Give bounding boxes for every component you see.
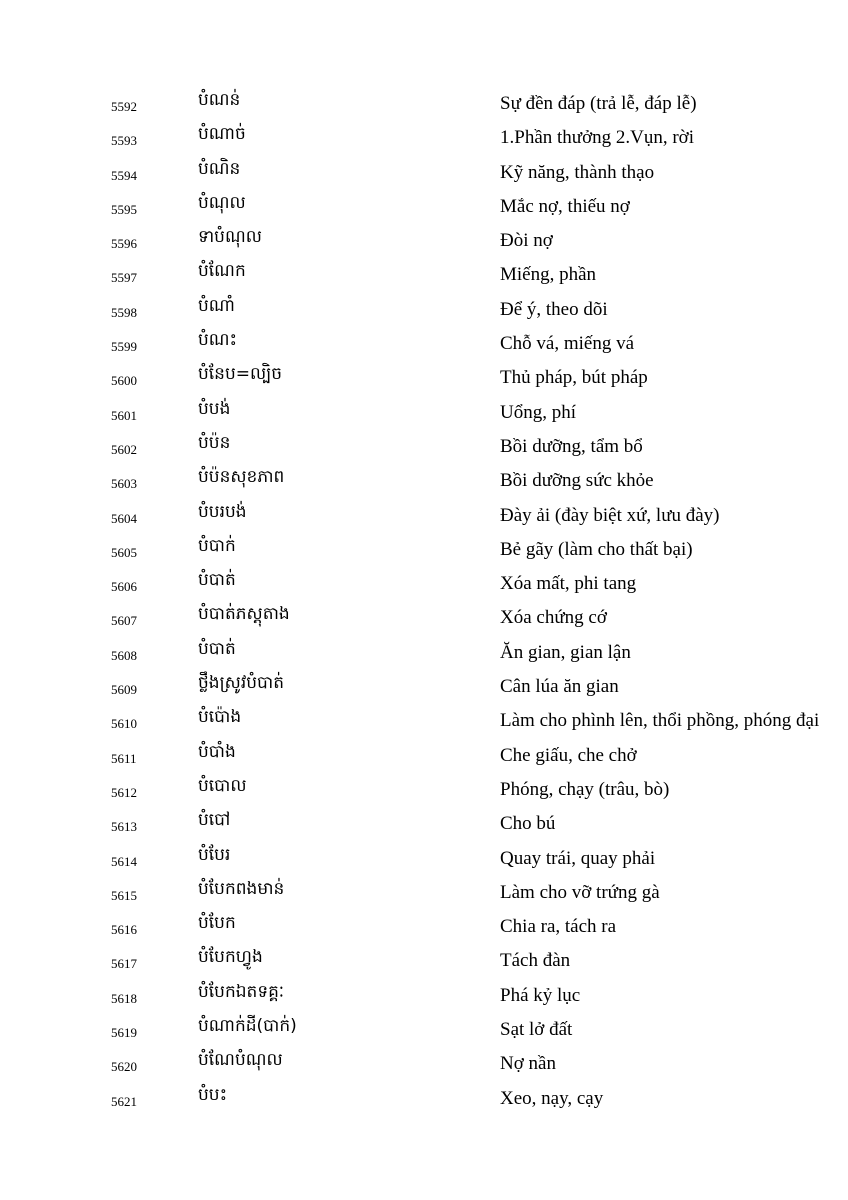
entry-row — [0, 122, 848, 156]
entry-row — [0, 431, 848, 465]
khmer-term: បំបាត់ — [198, 570, 236, 591]
entry-number: 5609 — [111, 682, 137, 698]
vietnamese-translation: Quay trái, quay phải — [500, 847, 656, 869]
khmer-term: បំណែបំណុល — [198, 1050, 283, 1071]
khmer-term: បំបាត់ — [198, 638, 236, 659]
entry-row — [0, 534, 848, 568]
entry-number: 5600 — [111, 373, 137, 389]
vietnamese-translation: Che giấu, che chở — [500, 744, 637, 766]
khmer-term: បំបែកពងមាន់ — [198, 878, 285, 899]
entry-number: 5618 — [111, 990, 137, 1006]
vietnamese-translation: Sự đền đáp (trả lễ, đáp lễ) — [500, 93, 697, 114]
entry-number: 5615 — [111, 887, 137, 903]
entry-row — [0, 808, 848, 842]
khmer-term: បំណន់ — [198, 90, 241, 110]
vietnamese-translation: Nợ nần — [500, 1053, 556, 1075]
vietnamese-translation: 1.Phần thưởng 2.Vụn, rời — [500, 127, 694, 149]
vietnamese-translation: Bồi dưỡng sức khỏe — [500, 470, 654, 492]
entry-row — [0, 294, 848, 328]
entry-number: 5592 — [111, 99, 137, 114]
vietnamese-translation: Cho bú — [500, 813, 556, 835]
entry-row — [0, 843, 848, 877]
entry-row — [0, 945, 848, 979]
entry-row — [0, 877, 848, 911]
entry-number: 5599 — [111, 339, 137, 355]
khmer-term: បំបែកហ្វូង — [198, 947, 263, 968]
entry-number: 5593 — [111, 133, 137, 149]
vietnamese-translation: Ăn gian, gian lận — [500, 641, 631, 663]
vietnamese-translation: Cân lúa ăn gian — [500, 676, 619, 698]
entry-row — [0, 397, 848, 431]
khmer-term: បំនែប=ល្បិច — [198, 364, 283, 385]
entry-row — [0, 980, 848, 1014]
vietnamese-translation: Xóa chứng cớ — [500, 607, 607, 629]
vietnamese-translation: Kỹ năng, thành thạo — [500, 161, 655, 183]
khmer-term: ទាបំណុល — [198, 227, 262, 248]
entry-row — [0, 602, 848, 636]
entry-number: 5598 — [111, 304, 137, 320]
khmer-term: បំបាត់ភស្តុតាង — [198, 604, 290, 625]
khmer-term: បំណិន — [198, 158, 241, 179]
vietnamese-translation: Làm cho vỡ trứng gà — [500, 881, 660, 903]
entry-row — [0, 500, 848, 534]
khmer-term: បំបាំង — [198, 741, 236, 762]
khmer-term: ថ្លឹងស្រូវបំបាត់ — [198, 673, 284, 694]
vietnamese-translation: Bồi dưỡng, tẩm bổ — [500, 435, 643, 457]
entry-row — [0, 774, 848, 808]
entry-number: 5596 — [111, 236, 137, 252]
khmer-term: បំបៅ — [198, 810, 231, 831]
entry-row — [0, 740, 848, 774]
vietnamese-translation: Thủ pháp, bút pháp — [500, 367, 648, 389]
khmer-term: បំបង់ — [198, 398, 231, 419]
entry-number: 5620 — [111, 1059, 137, 1075]
entry-number: 5621 — [111, 1093, 137, 1109]
entry-number: 5603 — [111, 476, 137, 492]
entry-row — [0, 1014, 848, 1048]
vietnamese-translation: Mắc nợ, thiếu nợ — [500, 195, 630, 217]
vietnamese-translation: Bẻ gãy (làm cho thất bại) — [500, 538, 693, 560]
entry-row — [0, 1048, 848, 1082]
vietnamese-translation: Phóng, chạy (trâu, bò) — [500, 778, 670, 800]
vietnamese-translation: Miếng, phần — [500, 264, 597, 286]
entry-row — [0, 157, 848, 191]
vietnamese-translation: Đày ải (đày biệt xứ, lưu đày) — [500, 504, 720, 526]
entry-row — [0, 225, 848, 259]
entry-number: 5617 — [111, 956, 137, 972]
khmer-term: បំបែរ — [198, 844, 231, 865]
khmer-term: បំបរបង់ — [198, 501, 247, 522]
vietnamese-translation: Xóa mất, phi tang — [500, 573, 637, 595]
vietnamese-translation: Đòi nợ — [500, 230, 553, 252]
khmer-term: បំណាច់ — [198, 124, 246, 145]
entry-number: 5606 — [111, 579, 137, 595]
entry-number: 5605 — [111, 544, 137, 560]
entry-number: 5595 — [111, 201, 137, 217]
entry-row — [0, 911, 848, 945]
vietnamese-translation: Uổng, phí — [500, 401, 576, 423]
entry-number: 5602 — [111, 441, 137, 457]
entry-row — [0, 1083, 848, 1117]
entry-row — [0, 465, 848, 499]
vietnamese-translation: Sạt lở đất — [500, 1019, 573, 1041]
khmer-term: បំណុល — [198, 192, 246, 213]
entry-number: 5608 — [111, 647, 137, 663]
entry-row — [0, 362, 848, 396]
entry-row — [0, 568, 848, 602]
entry-number: 5611 — [111, 750, 137, 766]
khmer-term: បំណាំ — [198, 295, 235, 316]
entry-number: 5604 — [111, 510, 137, 526]
entry-row — [0, 671, 848, 705]
entry-row — [0, 328, 848, 362]
khmer-term: បំណែក — [198, 261, 246, 282]
entry-list — [0, 88, 848, 1117]
entry-number: 5616 — [111, 922, 137, 938]
khmer-term: បំប៉ន — [198, 432, 231, 453]
entry-number: 5619 — [111, 1025, 137, 1041]
entry-number: 5601 — [111, 407, 137, 423]
khmer-term: បំបាក់ — [198, 535, 236, 556]
khmer-term: បំណាក់ដី(បាក់) — [198, 1016, 297, 1037]
vietnamese-translation: Để ý, theo dõi — [500, 298, 608, 320]
entry-row — [0, 88, 848, 122]
khmer-term: បំបែកឯតទគ្គៈ — [198, 981, 285, 1002]
vietnamese-translation: Tách đàn — [500, 950, 571, 972]
khmer-term: បំបែក — [198, 913, 236, 934]
khmer-term: បំណះ — [198, 330, 238, 351]
entry-row — [0, 637, 848, 671]
entry-number: 5612 — [111, 784, 137, 800]
vietnamese-translation: Chỗ vá, miếng vá — [500, 333, 635, 355]
khmer-term: បំបោល — [198, 775, 247, 796]
entry-number: 5607 — [111, 613, 137, 629]
khmer-term: បំប៉ោង — [198, 707, 242, 728]
entry-number: 5613 — [111, 819, 137, 835]
entry-number: 5614 — [111, 853, 137, 869]
vietnamese-translation: Chia ra, tách ra — [500, 916, 617, 938]
vietnamese-translation: Làm cho phình lên, thổi phồng, phóng đại — [500, 710, 820, 732]
khmer-term: បំប៉នសុខភាព — [198, 467, 285, 488]
khmer-term: បំបះ — [198, 1084, 228, 1105]
entry-number: 5594 — [111, 167, 137, 183]
entry-row — [0, 191, 848, 225]
entry-row — [0, 259, 848, 293]
vietnamese-translation: Xeo, nạy, cạy — [500, 1087, 604, 1109]
vietnamese-translation: Phá kỷ lục — [500, 984, 581, 1006]
entry-number: 5610 — [111, 716, 137, 732]
entry-number: 5597 — [111, 270, 137, 286]
entry-row — [0, 705, 848, 739]
